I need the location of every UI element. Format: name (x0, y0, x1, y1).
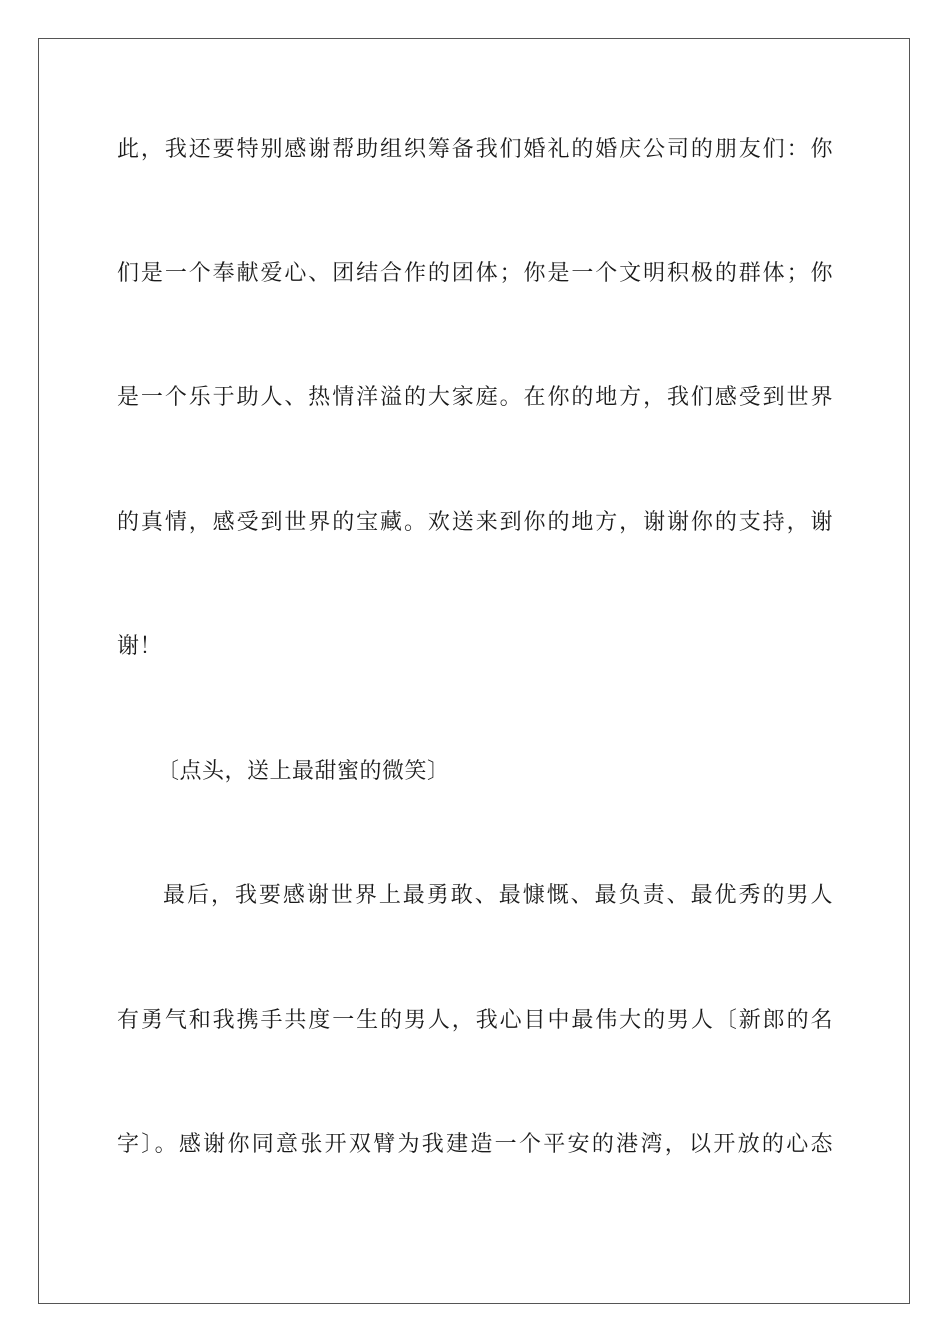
paragraph-line: 是一个乐于助人、热情洋溢的大家庭。在你的地方，我们感受到世界 (117, 385, 833, 410)
paragraph-line: 有勇气和我携手共度一生的男人，我心目中最伟大的男人〔新郎的名 (117, 1008, 833, 1033)
paragraph-line: 此，我还要特别感谢帮助组织筹备我们婚礼的婚庆公司的朋友们：你 (117, 137, 833, 162)
paragraph-line: 们是一个奉献爱心、团结合作的团体；你是一个文明积极的群体；你 (117, 261, 833, 286)
paragraph-line: 字〕。感谢你同意张开双臂为我建造一个平安的港湾，以开放的心态 (117, 1132, 833, 1157)
paragraph-line: 最后，我要感谢世界上最勇敢、最慷慨、最负责、最优秀的男人 (163, 883, 833, 908)
paragraph-line: 的真情，感受到世界的宝藏。欢送来到你的地方，谢谢你的支持，谢 (117, 510, 833, 535)
stage-direction: 〔点头，送上最甜蜜的微笑〕 (157, 759, 450, 784)
page-border (38, 38, 910, 1304)
paragraph-line: 谢！ (117, 634, 163, 659)
